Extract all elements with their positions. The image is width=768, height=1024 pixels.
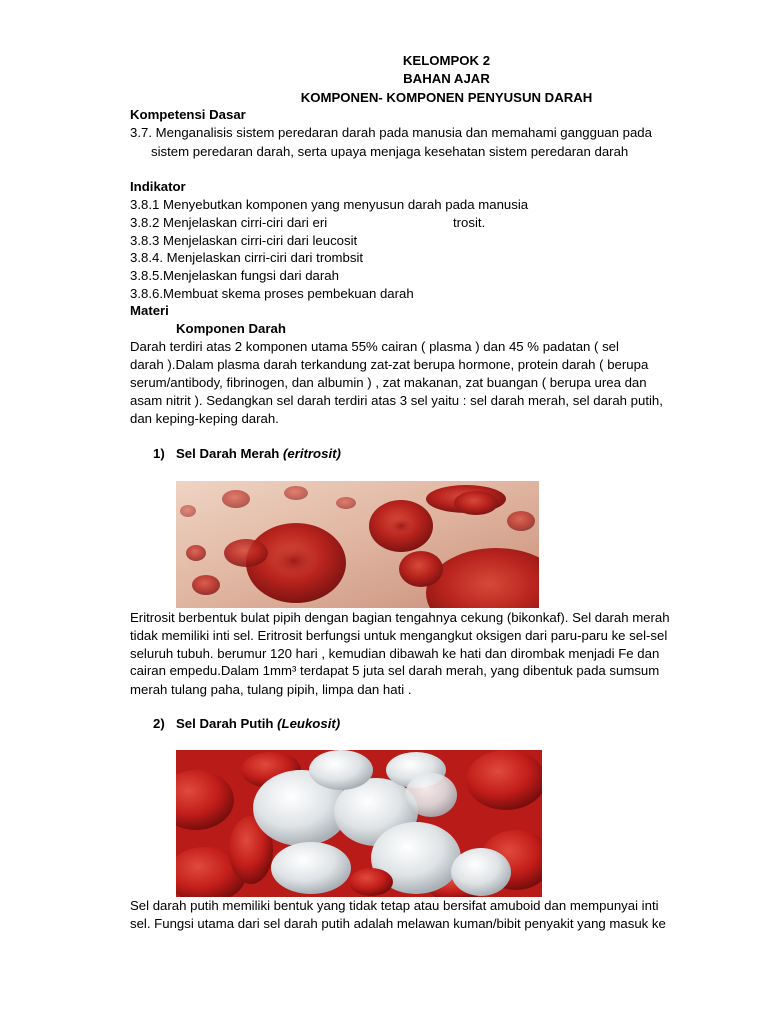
kompetensi-heading: Kompetensi Dasar	[130, 107, 246, 122]
red-blood-cells-image	[176, 481, 539, 608]
section1-paragraph-line: cairan empedu.Dalam 1mm³ terdapat 5 juta sel darah merah, yang dibentuk pada sumsum	[130, 663, 660, 678]
materi-paragraph-line: asam nitrit ). Sedangkan sel darah terdiri atas 3 sel yaitu : sel darah merah, sel darah putih,	[130, 393, 663, 408]
indikator-item: 3.8.4. Menjelaskan cirri-ciri dari trombsit	[130, 250, 364, 265]
section2-number: 2)	[153, 716, 165, 731]
materi-paragraph-line: dan keping-keping darah.	[130, 411, 279, 426]
group-label: KELOMPOK 2	[402, 53, 491, 68]
section1-paragraph-line: merah tulang paha, tulang pipih, limpa dan hati .	[130, 682, 412, 697]
section2-heading	[176, 715, 340, 733]
materi-heading: Materi	[130, 303, 169, 318]
kompetensi-line-1: 3.7. Menganalisis sistem peredaran darah pada manusia dan memahami gangguan pada	[130, 125, 652, 140]
materi-paragraph-line: darah ).Dalam plasma darah terkandung zat-zat berupa hormone, protein darah ( berupa	[130, 357, 649, 372]
indikator-item-tail: trosit.	[453, 215, 486, 230]
white-blood-cells-image	[176, 750, 542, 897]
indikator-item: 3.8.3 Menjelaskan cirri-ciri dari leucosit	[130, 233, 358, 248]
indikator-item: 3.8.5.Menjelaskan fungsi dari darah	[130, 268, 339, 283]
section2-title-italic: (Leukosit)	[277, 716, 341, 731]
materi-paragraph-line: Darah terdiri atas 2 komponen utama 55% cairan ( plasma ) dan 45 % padatan ( sel	[130, 339, 619, 354]
section1-paragraph-line: tidak memiliki inti sel. Eritrosit berfungsi untuk mengangkut oksigen dari paru-paru ke sel-sel	[130, 628, 668, 643]
section1-heading	[176, 445, 341, 463]
document-title: KOMPONEN- KOMPONEN PENYUSUN DARAH	[300, 90, 593, 105]
section1-title-italic: (eritrosit)	[283, 446, 341, 461]
section1-paragraph-line: Eritrosit berbentuk bulat pipih dengan bagian tengahnya cekung (bikonkaf). Sel darah merah	[130, 610, 670, 625]
section2-paragraph-line: sel. Fungsi utama dari sel darah putih adalah melawan kuman/bibit penyakit yang masuk ke	[130, 916, 666, 931]
kompetensi-line-2: sistem peredaran darah, serta upaya menjaga kesehatan sistem peredaran darah	[151, 144, 629, 159]
indikator-item: 3.8.6.Membuat skema proses pembekuan darah	[130, 286, 414, 301]
section1-paragraph-line: seluruh tubuh. berumur 120 hari , kemudian dibawah ke hati dan dirombak menjadi Fe dan	[130, 646, 660, 661]
materi-subheading: Komponen Darah	[176, 321, 286, 336]
material-type: BAHAN AJAR	[403, 71, 490, 86]
section2-title: Sel Darah Putih	[176, 716, 278, 731]
materi-paragraph-line: serum/antibody, fibrinogen, dan albumin ) , zat makanan, zat buangan ( berupa urea dan	[130, 375, 647, 390]
indikator-item: 3.8.2 Menjelaskan cirri-ciri dari eri	[130, 215, 328, 230]
section2-paragraph-line: Sel darah putih memiliki bentuk yang tidak tetap atau bersifat amuboid dan mempunyai inti	[130, 898, 659, 913]
section1-number: 1)	[153, 446, 165, 461]
section1-title: Sel Darah Merah	[176, 446, 284, 461]
indikator-item: 3.8.1 Menyebutkan komponen yang menyusun darah pada manusia	[130, 197, 529, 212]
indikator-heading: Indikator	[130, 179, 186, 194]
